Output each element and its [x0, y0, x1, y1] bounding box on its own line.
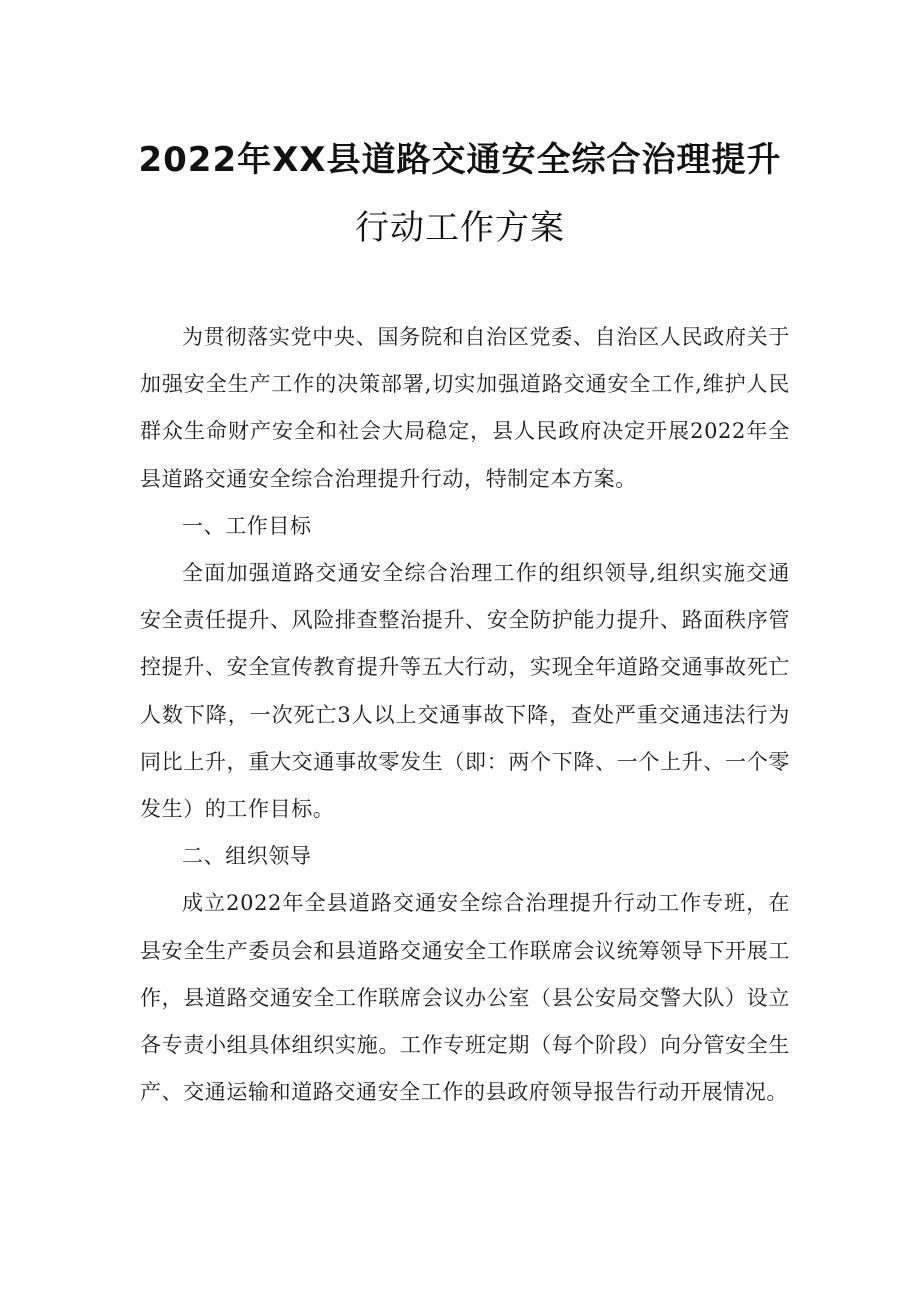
document-title-line-2: 行动工作方案 [355, 208, 565, 248]
paragraph-intro: 为贯彻落实党中央、国务院和自治区党委、自治区人民政府关于加强安全生产工作的决策部署,切实加强道路交通安全工作,维护人民群众生命财产安全和社会大局稳定，县人民政府决定开展2022年全县道路交通安全综合治理提升行动，特制定本方案。 [140, 325, 790, 491]
document-title-line-1: 2022年XX县道路交通安全综合治理提升 [138, 140, 782, 180]
paragraph-organization: 成立2022年全县道路交通安全综合治理提升行动工作专班，在县安全生产委员会和县道路交通安全工作联席会议统筹领导下开展工作，县道路交通安全工作联席会议办公室（县公安局交警大队）设立各专责小组具体组织实施。工作专班定期（每个阶段）向分管安全生产、交通运输和道路交通安全工作的县政府领导报告行动开展情况。 [140, 891, 790, 1105]
paragraph-work-goals: 全面加强道路交通安全综合治理工作的组织领导,组织实施交通安全责任提升、风险排查整治提升、安全防护能力提升、路面秩序管控提升、安全宣传教育提升等五大行动，实现全年道路交通事故死亡人数下降，一次死亡3人以上交通事故下降，查处严重交通违法行为同比上升，重大交通事故零发生（即：两个下降、一个上升、一个零发生）的工作目标。 [140, 561, 790, 822]
section-heading-work-goals: 一、工作目标 [182, 513, 312, 538]
section-heading-organization: 二、组织领导 [182, 844, 312, 869]
document-body [140, 314, 790, 1116]
